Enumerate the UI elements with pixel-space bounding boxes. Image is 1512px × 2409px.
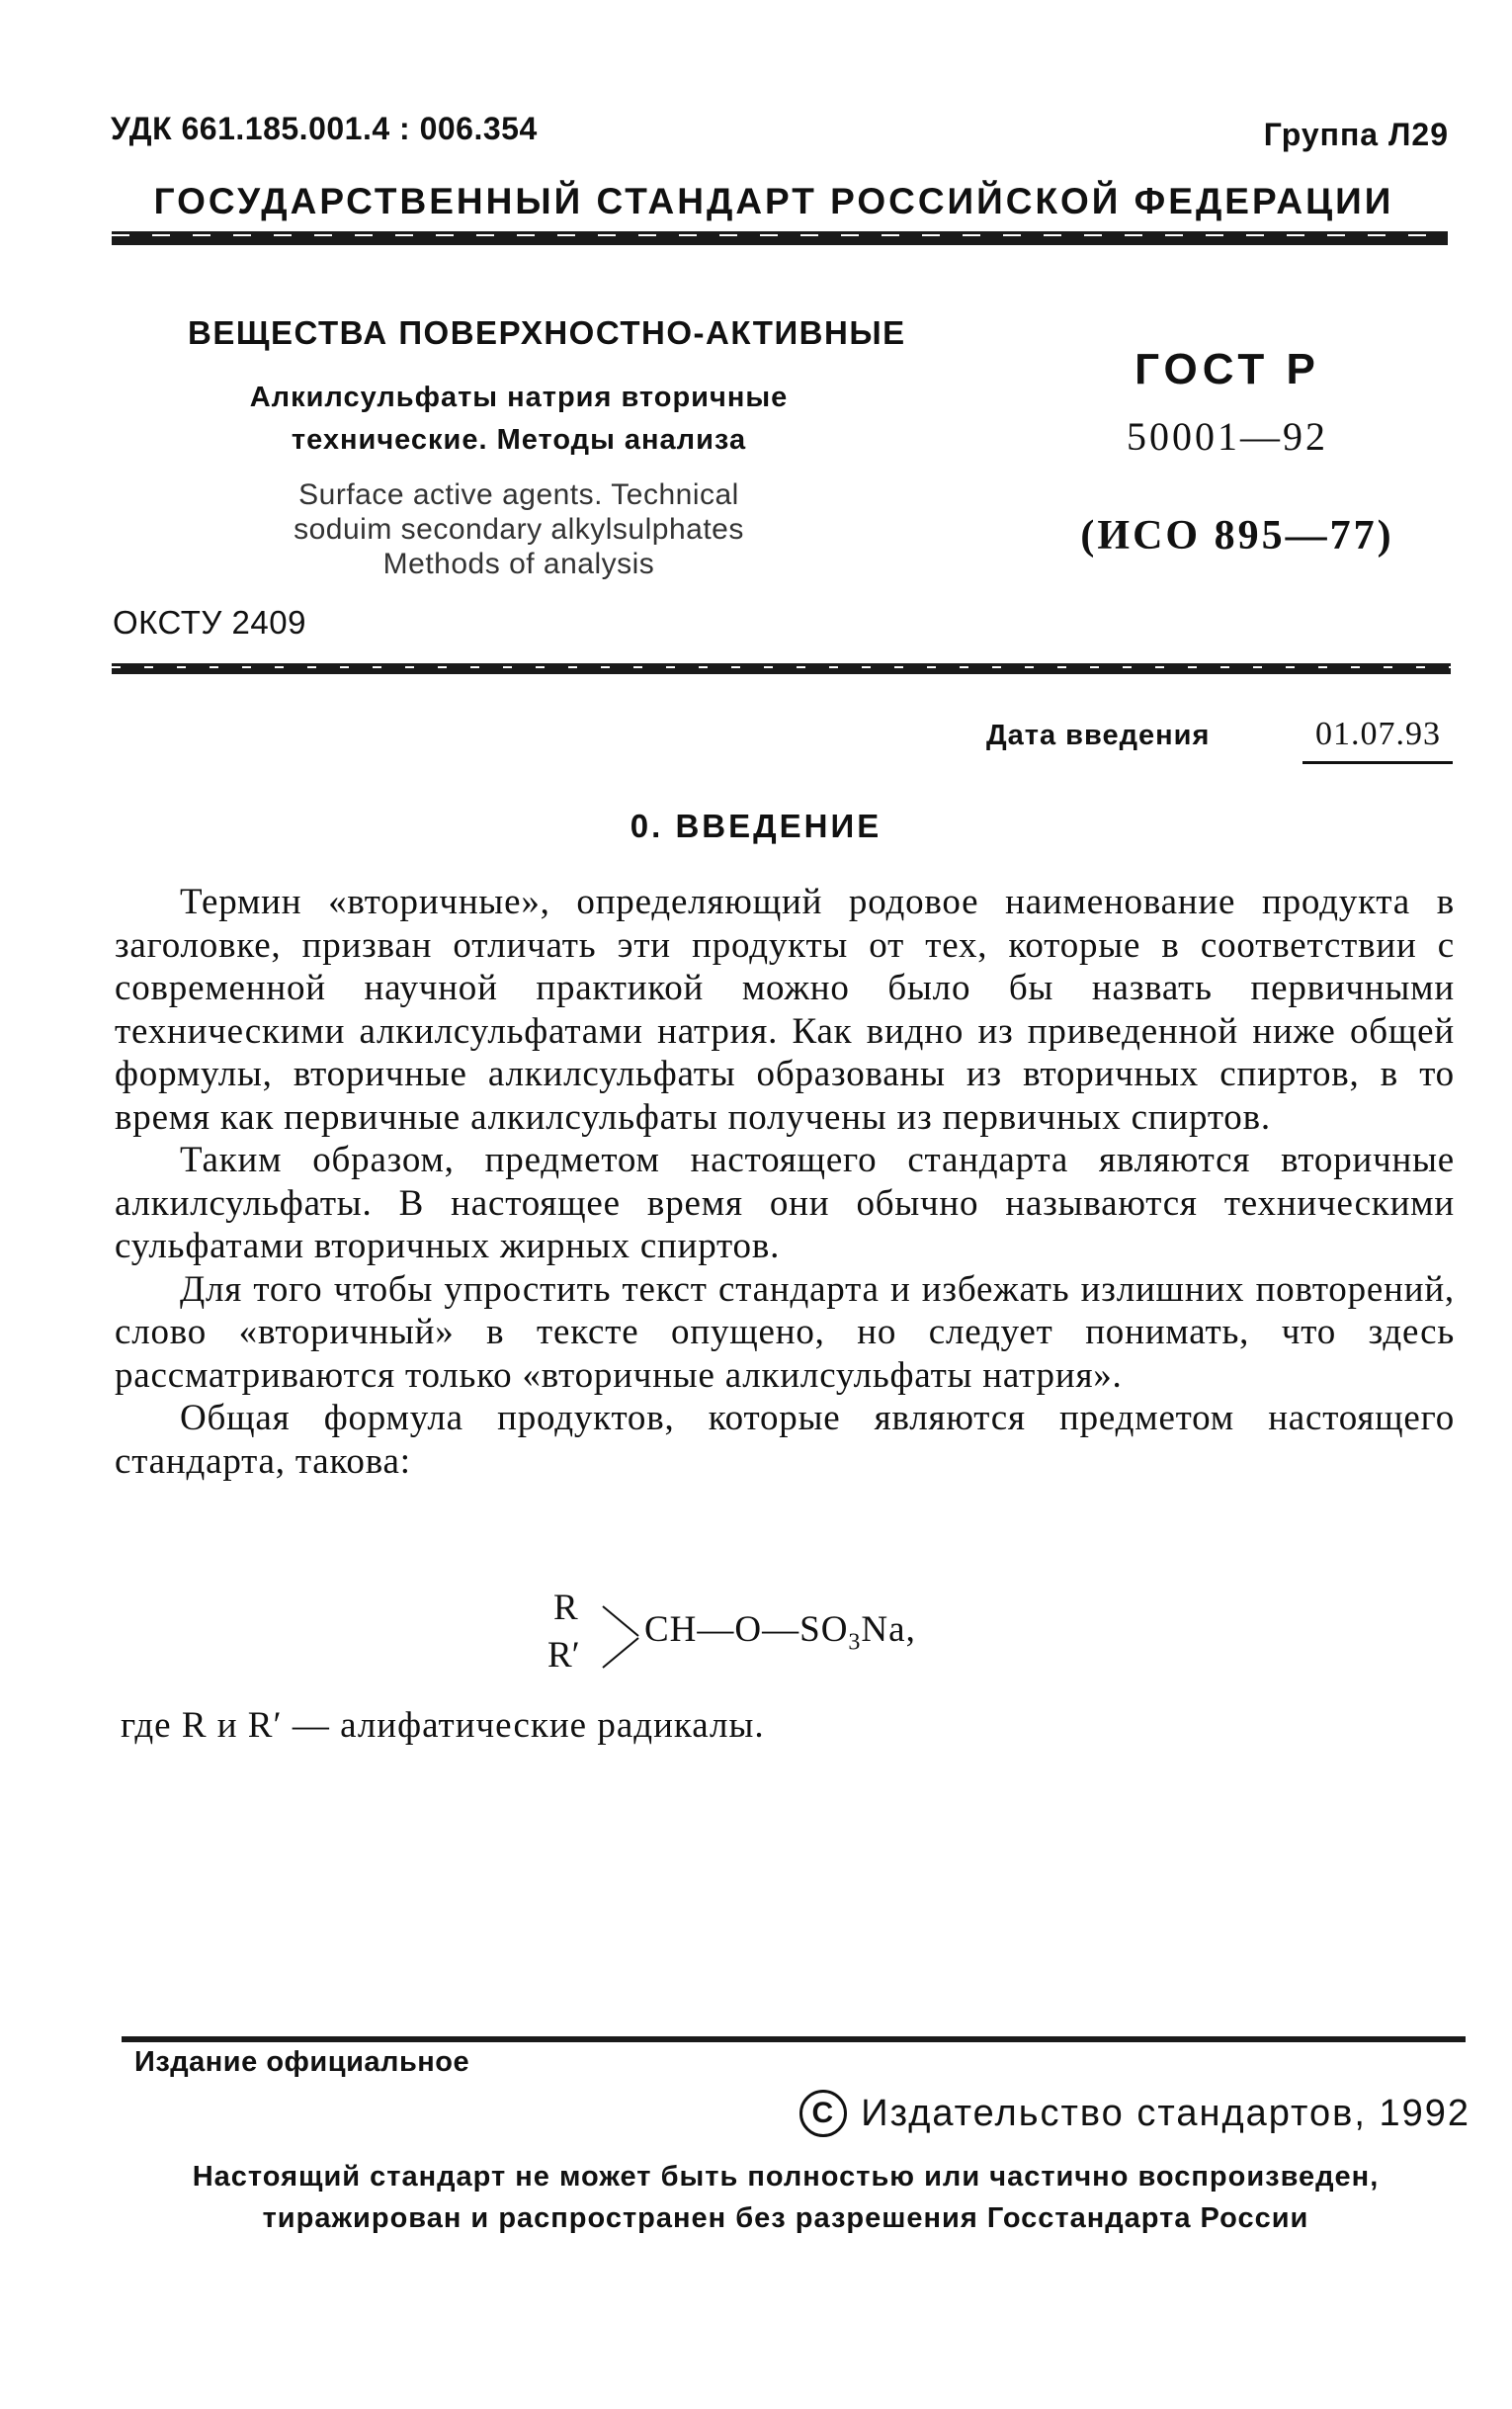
date-underline (1302, 761, 1453, 764)
section-heading: 0. ВВЕДЕНИЕ (630, 808, 882, 844)
copyright-notice (99, 2156, 1472, 2239)
top-divider (112, 231, 1448, 245)
publisher-name: Издательство стандартов, 1992 (861, 2092, 1470, 2134)
paragraph: Для того чтобы упростить текст стандарта и избежать излишних повторений, слово «вторичный» в тексте опущено, но следует понимать, что здесь рассматриваются только «вторичные алкилсульфаты натрия». (115, 1268, 1455, 1396)
notice-line: тиражирован и распространен без разрешения Госстандарта России (262, 2202, 1309, 2234)
publisher-line (799, 2090, 1470, 2137)
edition-label: Издание официальное (134, 2046, 470, 2078)
subtitle-line: Алкилсульфаты натрия вторичные (249, 382, 789, 413)
paragraph: Термин «вторичные», определяющий родовое наименование продукта в заголовке, призван отличать эти продукты от тех, которые в соответствии с современной научной практикой можно было бы назвать первичными техническими алкилсульфатами натрия. Как видно из приведенной ниже общей формулы, вторичные алкилсульфаты образованы из вторичных спиртов, в то время как первичные алкилсульфаты получены из первичных спиртов. (115, 882, 1455, 1138)
formula-legend: где R и R′ — алифатические радикалы. (121, 1705, 765, 1746)
english-title-line: Surface active agents. Technical (298, 478, 739, 511)
formula-bond-lines (597, 1602, 646, 1672)
section-body (115, 881, 1455, 1483)
copyright-icon: C (799, 2090, 847, 2137)
date-value: 01.07.93 (1315, 716, 1441, 752)
paragraph: Таким образом, предметом настоящего стандарта являются вторичные алкилсульфаты. В настоящее время они обычно называются техническими сульфатами вторичных жирных спиртов. (115, 1140, 1455, 1266)
date-label: Дата введения (986, 720, 1211, 751)
formula-main-chain (644, 1608, 916, 1656)
iso-reference: (ИСО 895—77) (1080, 513, 1394, 559)
english-title-line: soduim secondary alkylsulphates (294, 513, 744, 546)
formula-chain-text: CH—O—SO (644, 1609, 849, 1650)
document-title: ВЕЩЕСТВА ПОВЕРХНОСТНО-АКТИВНЫЕ (188, 314, 906, 351)
notice-line: Настоящий стандарт не может быть полностью или частично воспроизведен, (192, 2161, 1380, 2193)
udk-code: УДК 661.185.001.4 : 006.354 (111, 111, 538, 146)
subtitle-line: технические. Методы анализа (291, 424, 747, 456)
gost-label: ГОСТ Р (1134, 345, 1320, 393)
middle-divider (112, 663, 1451, 674)
document-subtitle (208, 377, 830, 462)
group-code: Группа Л29 (1263, 117, 1449, 152)
paragraph: Общая формула продуктов, которые являются предметом настоящего стандарта, такова: (115, 1398, 1455, 1482)
chemical-formula (547, 1587, 1028, 1685)
english-title-line: Methods of analysis (382, 548, 655, 580)
formula-chain-end: Na, (861, 1609, 916, 1650)
okstu-code: ОКСТУ 2409 (113, 604, 306, 641)
state-standard-heading: ГОСУДАРСТВЕННЫЙ СТАНДАРТ РОССИЙСКОЙ ФЕДЕРАЦИИ (153, 181, 1394, 221)
formula-subscript: 3 (848, 1629, 862, 1656)
formula-radical-r: R (553, 1588, 578, 1628)
gost-number: 50001—92 (1127, 414, 1328, 459)
english-title (237, 477, 800, 581)
bottom-divider (122, 2036, 1466, 2042)
formula-radical-r-prime: R′ (547, 1635, 580, 1676)
